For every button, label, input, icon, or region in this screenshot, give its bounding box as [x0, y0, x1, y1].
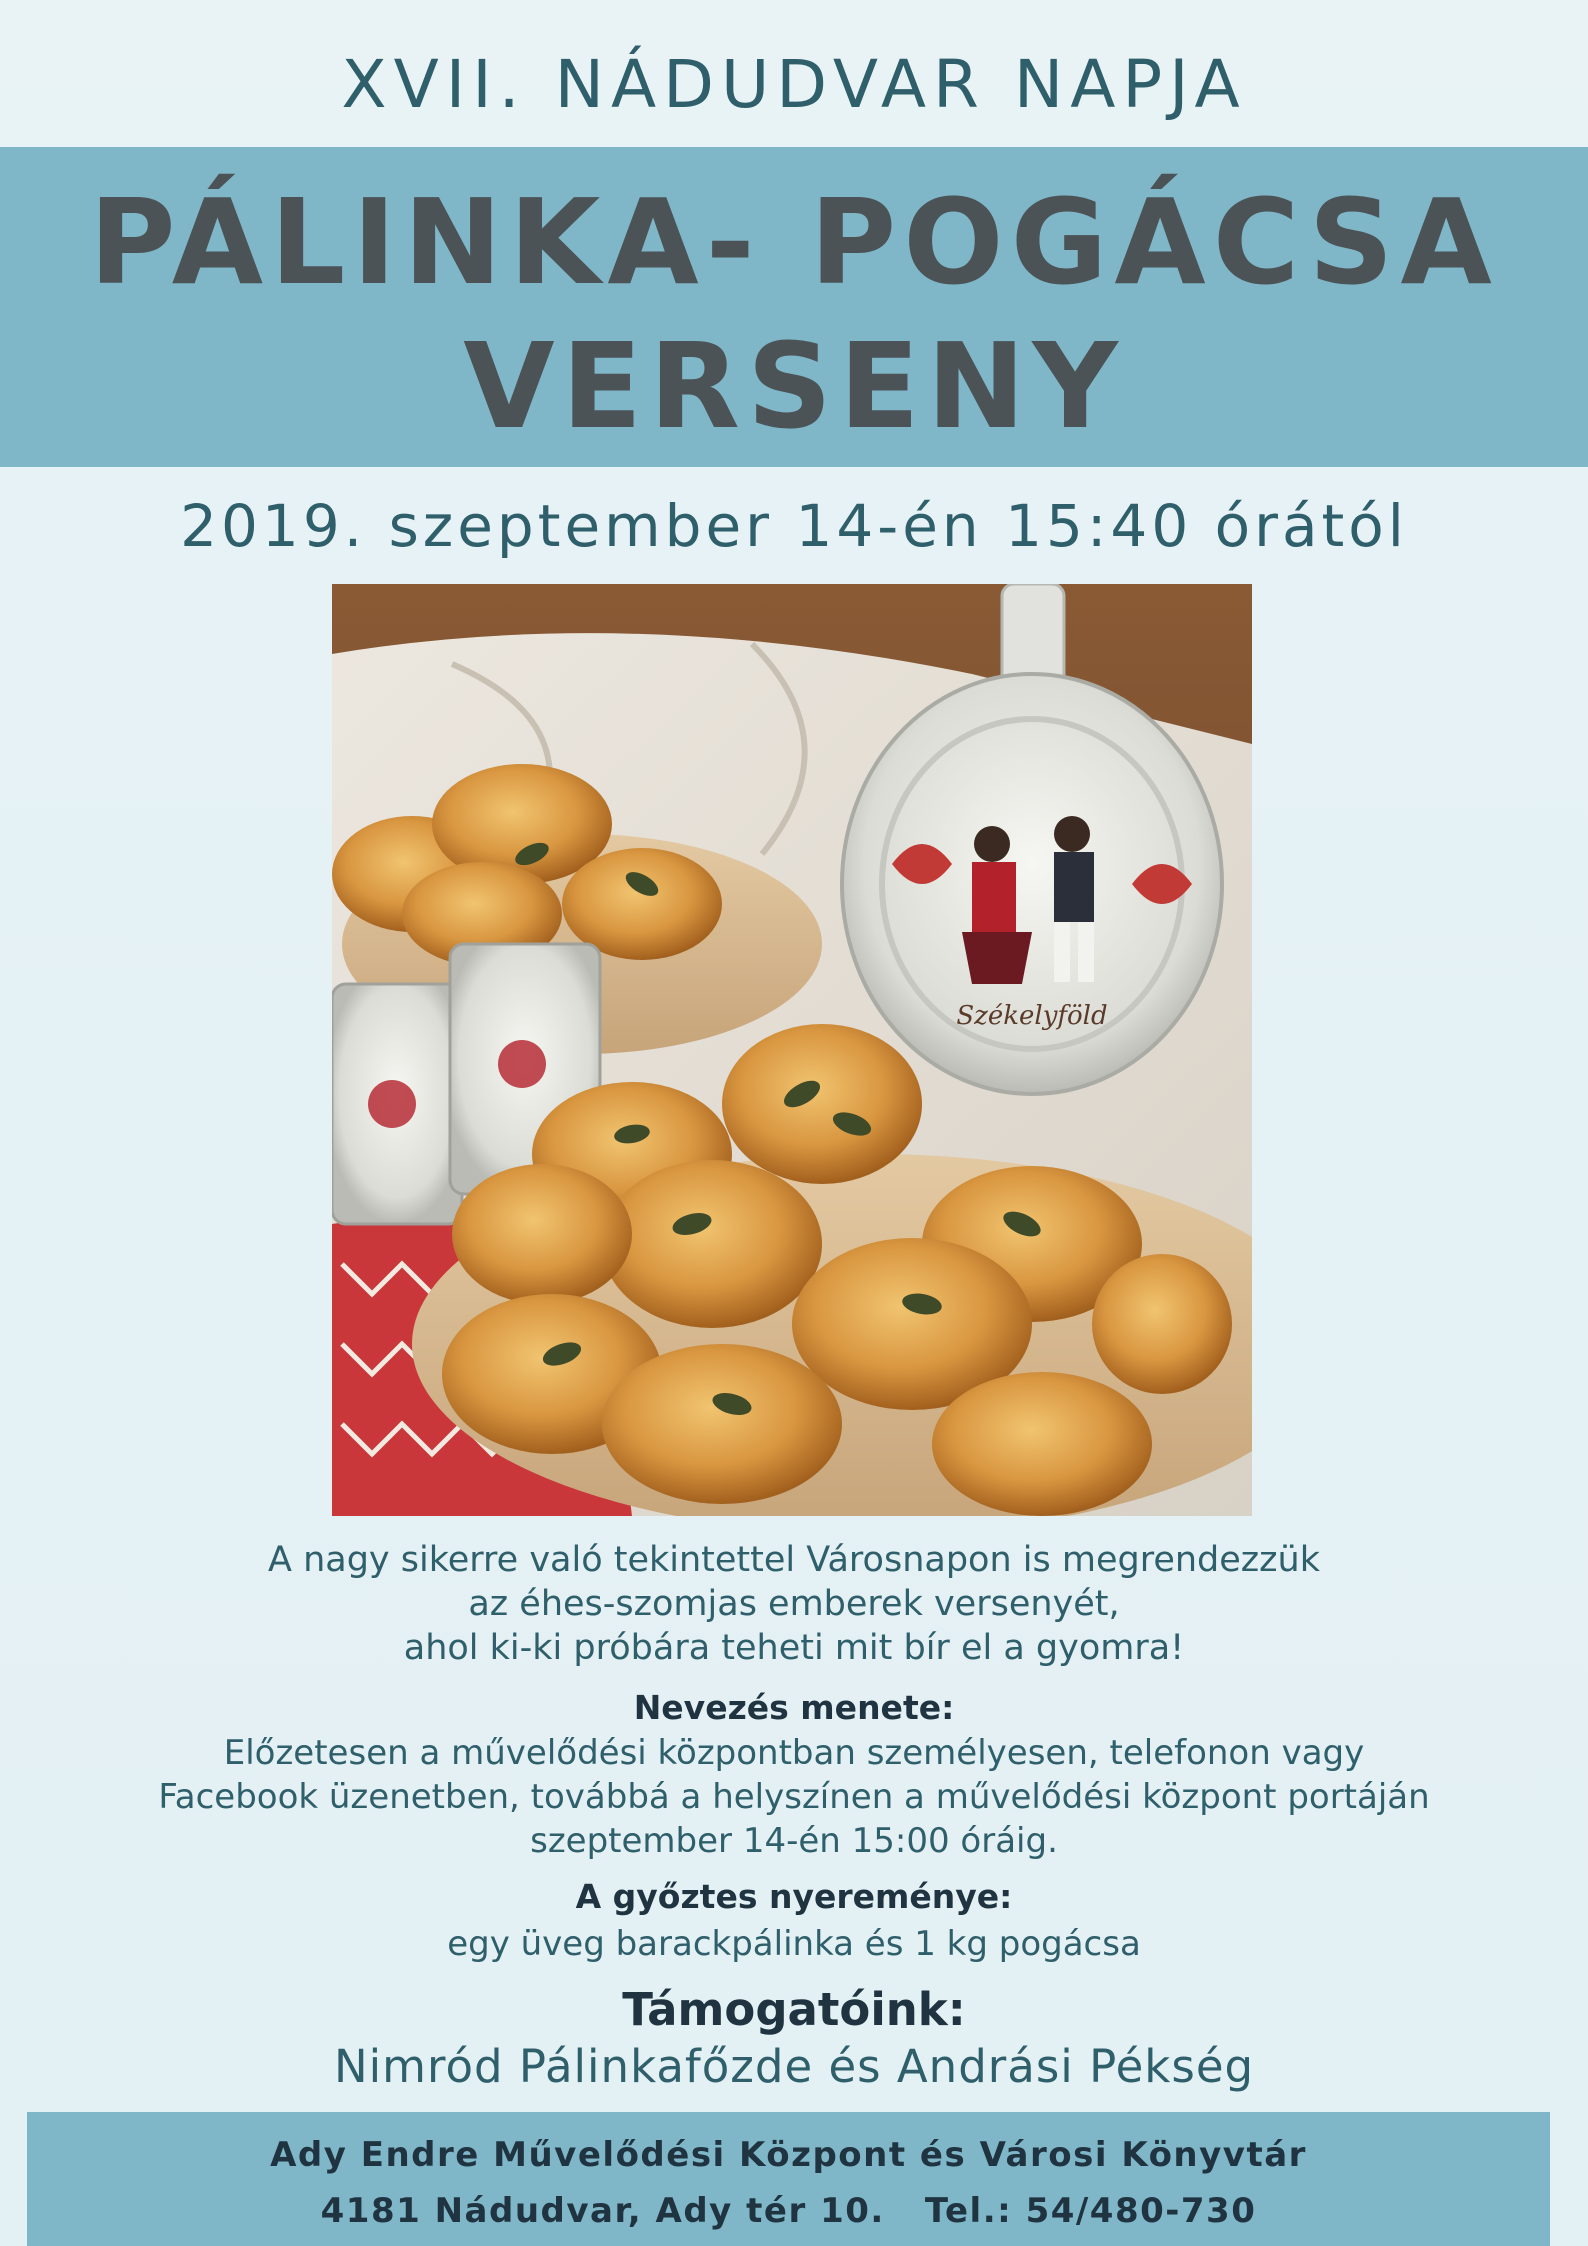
sponsors-heading: Támogatóink:: [622, 1983, 966, 2036]
description-line: az éhes-szomjas emberek versenyét,: [468, 1584, 1120, 1624]
description-line: A nagy sikerre való tekintettel Városnapon is megrendezzük: [268, 1540, 1320, 1580]
registration-line: Előzetesen a művelődési központban személyesen, telefonon vagy: [223, 1733, 1365, 1773]
registration-text: [0, 1731, 1588, 1863]
sponsors-text: Nimród Pálinkafőzde és Andrási Pékség: [333, 2040, 1255, 2093]
footer-organizer: Ady Endre Művelődési Központ és Városi Könyvtár: [270, 2135, 1307, 2175]
description-line: ahol ki-ki próbára teheti mit bír el a gyomra!: [403, 1628, 1185, 1668]
description: [0, 1538, 1588, 1670]
food-illustration: [332, 584, 1252, 1516]
title-band: [0, 147, 1588, 467]
registration-heading: Nevezés menete:: [633, 1688, 955, 1727]
event-title-line1: PÁLINKA- POGÁCSA: [89, 173, 1499, 311]
event-date: 2019. szeptember 14-én 15:40 órától: [180, 492, 1408, 560]
prize-text: egy üveg barackpálinka és 1 kg pogácsa: [447, 1924, 1141, 1964]
event-supertitle: XVII. NÁDUDVAR NAPJA: [341, 46, 1247, 123]
prize-heading: A győztes nyereménye:: [575, 1877, 1013, 1916]
registration-line: szeptember 14-én 15:00 óráig.: [530, 1821, 1058, 1861]
registration-line: Facebook üzenetben, továbbá a helyszínen a művelődési központ portáján: [158, 1777, 1430, 1817]
bottle-label: Székelyföld: [956, 1001, 1108, 1031]
footer-address: 4181 Nádudvar, Ady tér 10. Tel.: 54/480-730: [320, 2191, 1257, 2231]
footer-band: [27, 2112, 1550, 2246]
palinka-pogacsa-photo: [332, 584, 1252, 1516]
event-title-line2: VERSENY: [463, 317, 1125, 455]
